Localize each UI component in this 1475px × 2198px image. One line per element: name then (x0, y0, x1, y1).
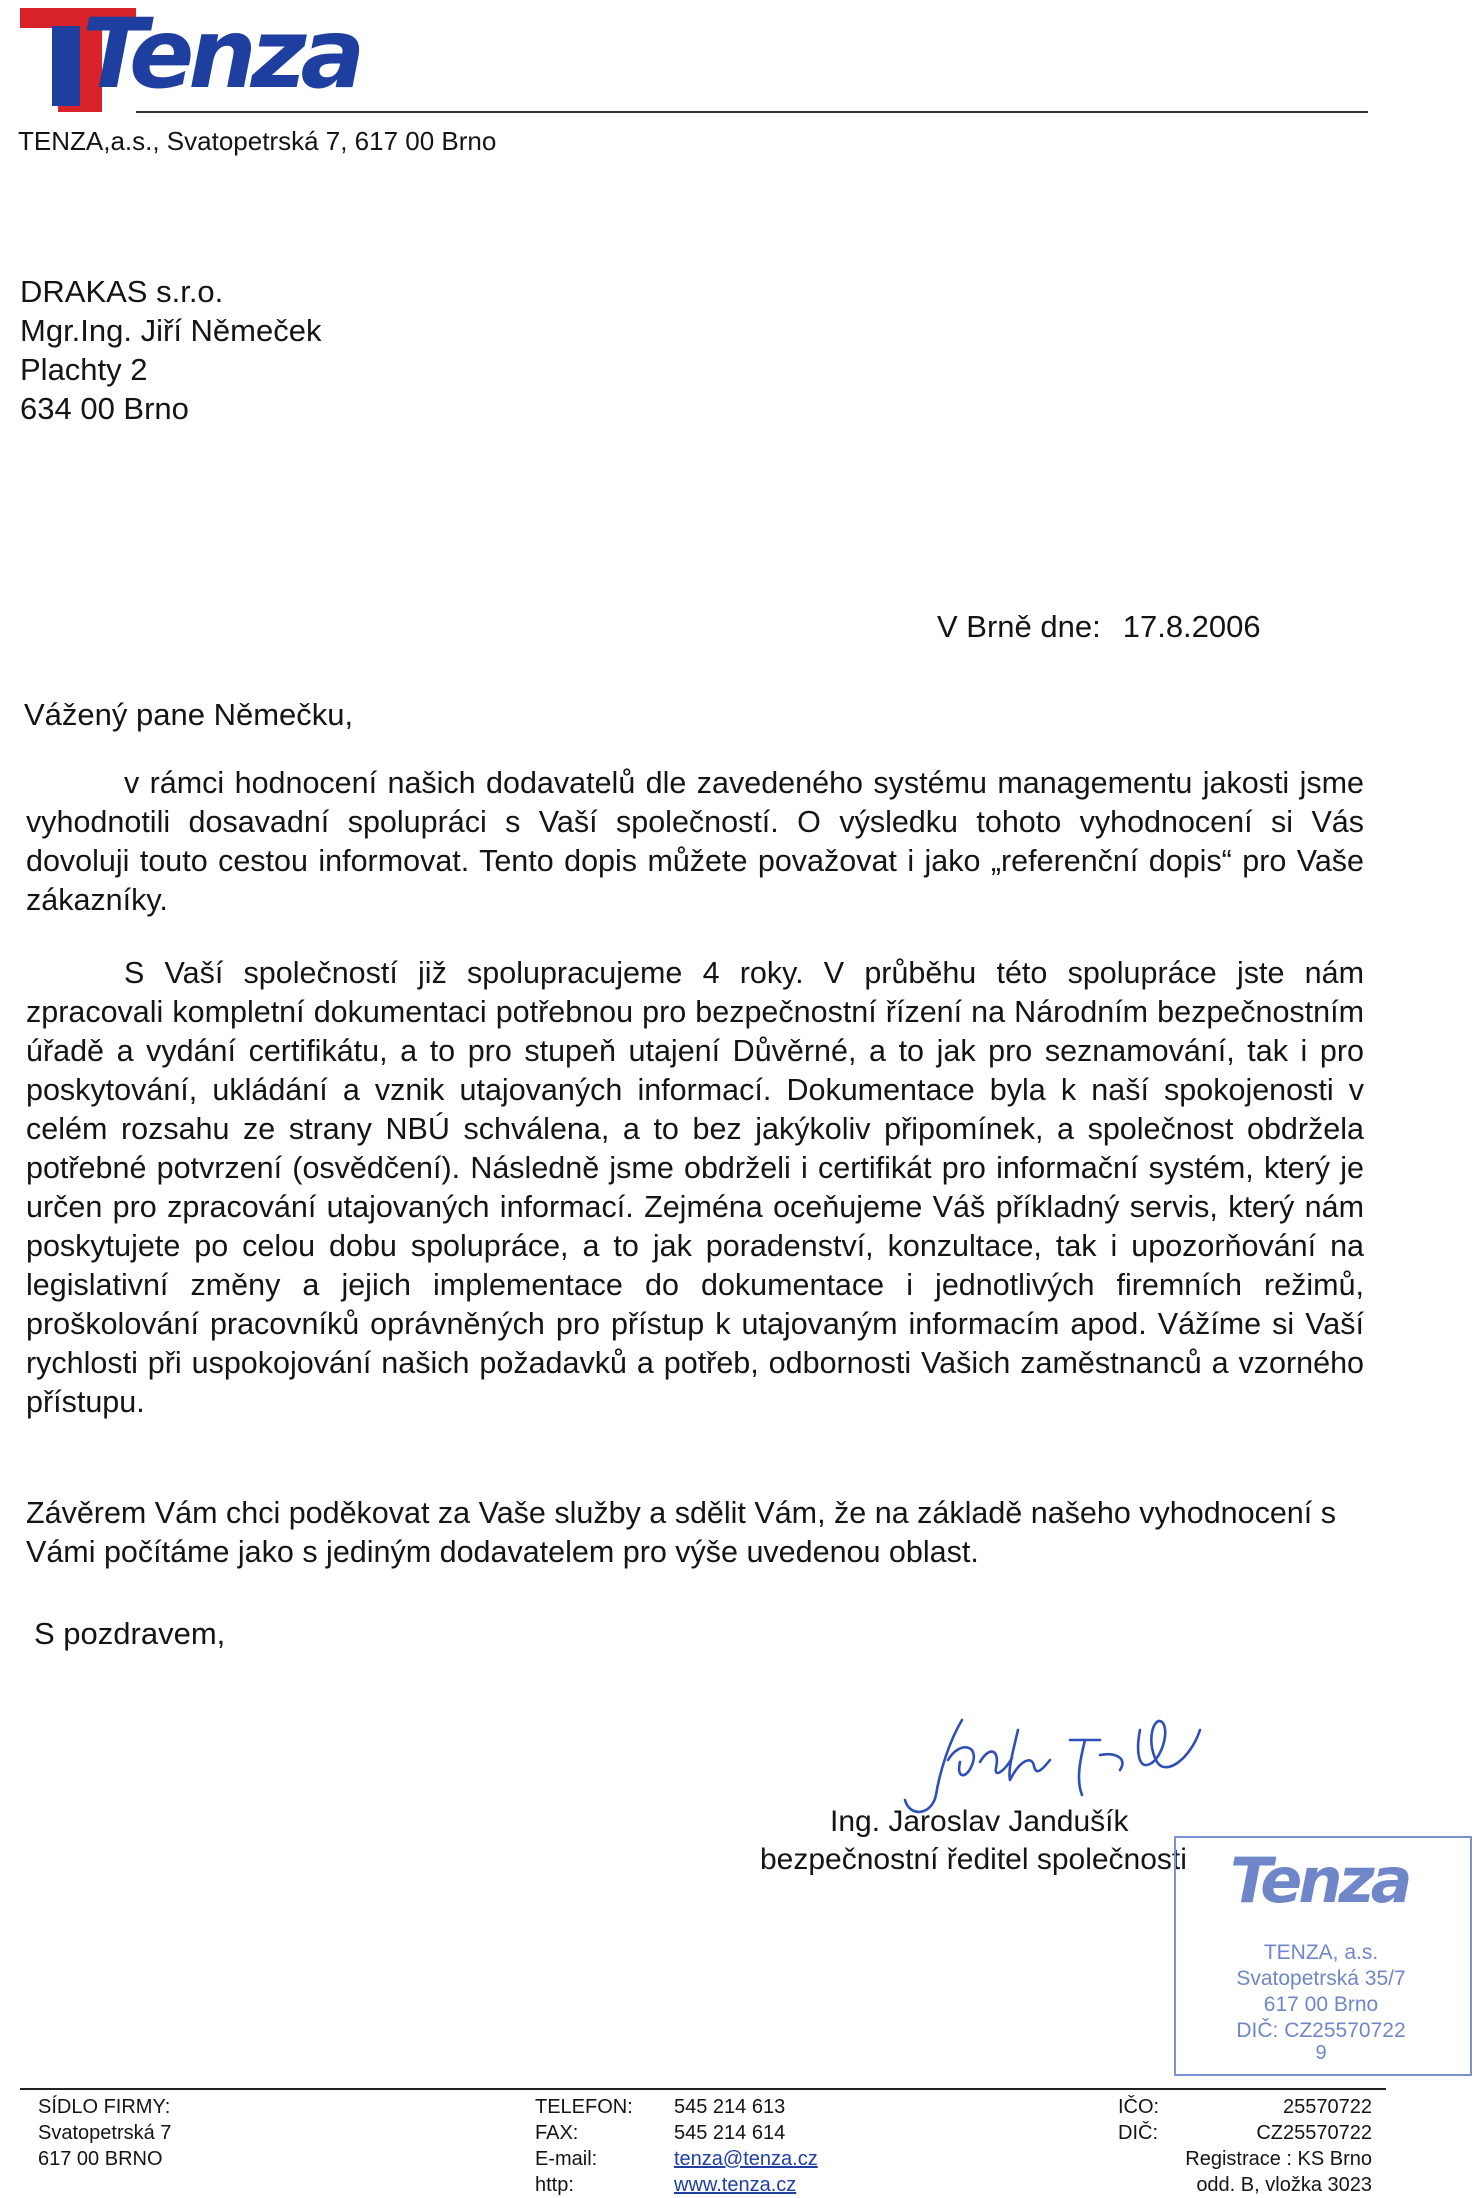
footer-dic-label: DIČ: (1118, 2122, 1158, 2144)
recipient-city: 634 00 Brno (20, 391, 189, 426)
stamp-logo: Tenza (1230, 1844, 1409, 1917)
footer-phone-label: TELEFON: (535, 2096, 633, 2118)
footer-fax-label: FAX: (535, 2122, 579, 2144)
footer-web-link[interactable]: www.tenza.cz (674, 2174, 797, 2196)
recipient-street: Plachty 2 (20, 352, 148, 387)
salutation: Vážený pane Němečku, (24, 697, 354, 732)
recipient-address (20, 272, 321, 428)
footer-contact-values (674, 2094, 818, 2198)
company-logo (20, 0, 360, 114)
footer-email-label: E-mail: (535, 2148, 598, 2170)
footer-email-link[interactable]: tenza@tenza.cz (674, 2148, 818, 2170)
footer-ico-label: IČO: (1118, 2096, 1160, 2118)
footer-registration-2: odd. B, vložka 3023 (1196, 2174, 1372, 2196)
footer-http-label: http: (535, 2174, 574, 2196)
footer-seat (38, 2094, 171, 2172)
stamp-line-city: 617 00 Brno (1263, 1993, 1379, 2016)
letter-date (937, 609, 1261, 645)
sender-address: TENZA,a.s., Svatopetrská 7, 617 00 Brno (18, 126, 497, 156)
body-paragraph-3: Závěrem Vám chci poděkovat za Vaše služby a sdělit Vám, že na základě našeho vyhodnocení s Vámi počítáme jako s jediným dodavatelem pro výše uvedenou oblast. (26, 1496, 1336, 1569)
stamp-line-dic: DIČ: CZ25570722 (1236, 2019, 1406, 2042)
footer-fax-value: 545 214 614 (674, 2122, 786, 2144)
footer-dic-value: CZ25570722 (1256, 2122, 1372, 2144)
signer-title: bezpečnostní ředitel společnosti (760, 1843, 1187, 1876)
stamp-number: 9 (1315, 2042, 1327, 2064)
logo-blue-stem (52, 26, 80, 106)
stamp-line-street: Svatopetrská 35/7 (1236, 1967, 1406, 1990)
recipient-company: DRAKAS s.r.o. (20, 274, 224, 309)
body-paragraph-1: v rámci hodnocení našich dodavatelů dle zavedeného systému managementu jakosti jsme vyhodnotili dosavadní spolupráci s Vaší společností. O výsledku tohoto vyhodnocení si Vás dovoluji touto cestou informovat. Tento dopis můžete považovat i jako „referenční dopis“ pro Vaše zákazníky. (26, 766, 1364, 917)
footer-seat-label: SÍDLO FIRMY: (38, 2096, 171, 2118)
footer-seat-street: Svatopetrská 7 (38, 2122, 172, 2144)
date-label: V Brně dne: (937, 609, 1101, 644)
recipient-name: Mgr.Ing. Jiří Němeček (20, 313, 322, 348)
footer-phone-value: 545 214 613 (674, 2096, 786, 2118)
footer-seat-city: 617 00 BRNO (38, 2148, 163, 2170)
footer-ico-value: 25570722 (1283, 2096, 1372, 2118)
date-value: 17.8.2006 (1122, 609, 1261, 644)
footer-registration-1: Registrace : KS Brno (1185, 2148, 1372, 2170)
footer-registry-values (1150, 2094, 1372, 2198)
logo-text: Tenza (82, 0, 360, 110)
signer-name: Ing. Jaroslav Jandušík (830, 1805, 1129, 1838)
company-stamp (1174, 1836, 1470, 2074)
body-paragraph-2: S Vaší společností již spolupracujeme 4 roky. V průběhu této spolupráce jste nám zpracovali kompletní dokumentaci potřebnou pro bezpečnostní řízení na Národním bezpečnostním úřadě a vydání certifikátu, a to pro stupeň utajení Důvěrné, a to jak pro seznamování, tak i pro poskytování, ukládání a vznik utajovaných informací. Dokumentace byla k naší spokojenosti v celém rozsahu ze strany NBÚ schválena, a to bez jakýkoliv připomínek, a společnost obdržela potřebné potvrzení (osvědčení). Následně jsme obdrželi i certifikát pro informační systém, který je určen pro zpracování utajovaných informací. Zejména oceňujeme Váš příkladný servis, který nám poskytujete po celou dobu spolupráce, a to jak poradenství, konzultace, tak i upozorňování na legislativní změny a jejich implementace do dokumentace i jednotlivých firemních režimů, proškolování pracovníků oprávněných pro přístup k utajovaným informacím apod. Vážíme si Vaší rychlosti při uspokojování našich požadavků a potřeb, odbornosti Vašich zaměstnanců a vzorného přístupu. (26, 956, 1364, 1419)
closing: S pozdravem, (34, 1616, 226, 1651)
footer-contact-labels (535, 2094, 633, 2198)
header-rule (136, 111, 1368, 113)
footer-rule (20, 2088, 1386, 2090)
stamp-line-company: TENZA, a.s. (1263, 1941, 1379, 1964)
